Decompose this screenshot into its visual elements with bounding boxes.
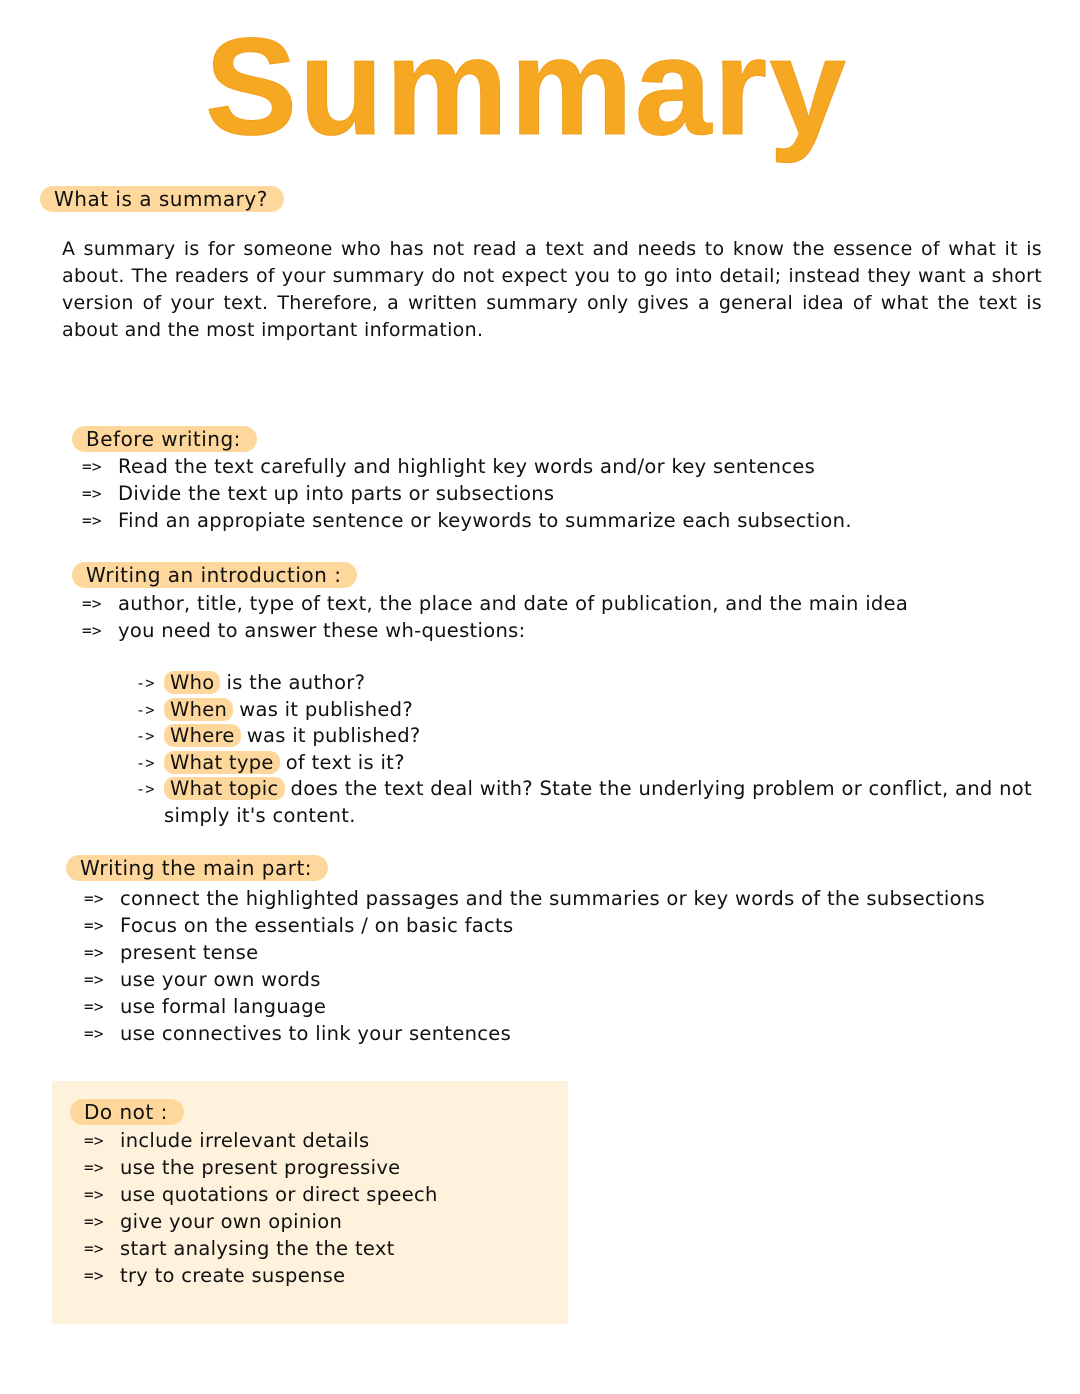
list-item: -> Where was it published? (136, 723, 1036, 750)
arrow-icon: => (84, 1024, 104, 1043)
arrow-icon: => (84, 1266, 104, 1285)
list-item: -> What topic does the text deal with? State the underlying problem or conflict, and not simply it's content. (136, 776, 1036, 829)
arrow-icon: => (84, 1131, 104, 1150)
list-item: => use the present progressive (84, 1156, 401, 1179)
list-item: => use connectives to link your sentences (84, 1022, 512, 1045)
arrow-icon: => (84, 916, 104, 935)
list-item: -> When was it published? (136, 697, 1036, 724)
arrow-icon: -> (136, 753, 155, 772)
heading-before-writing (72, 426, 257, 452)
heading-writing-main-part-label: Writing the main part: (66, 855, 328, 881)
list-item: => author, title, type of text, the place and date of publication, and the main idea (82, 592, 909, 615)
summary-definition-paragraph: A summary is for someone who has not read a text and needs to know the essence of what it is about. The readers of your summary do not expect you to go into detail; instead they want a short version of your text. Therefore, a written summary only gives a general idea of what the text is about and the most important information. (62, 238, 1042, 341)
list-item: => try to create suspense (84, 1264, 346, 1287)
arrow-icon: => (84, 1158, 104, 1177)
wh-questions-list (136, 670, 1036, 829)
arrow-icon: -> (136, 700, 155, 719)
main-part-list (84, 885, 1034, 1047)
list-item: => Find an appropiate sentence or keywords to summarize each subsection. (82, 509, 852, 532)
arrow-icon: => (84, 1185, 104, 1204)
arrow-icon: => (82, 484, 102, 503)
arrow-icon: -> (136, 727, 155, 745)
list-item: => include irrelevant details (84, 1129, 370, 1152)
wh-word-highlight: What type (164, 751, 280, 774)
introduction-list (82, 590, 1044, 644)
heading-writing-main-part (66, 855, 328, 881)
wh-word-highlight: Where (164, 724, 241, 747)
heading-what-is-summary-label: What is a summary? (40, 186, 284, 212)
arrow-icon: => (84, 943, 104, 962)
before-writing-list (82, 453, 1042, 534)
list-item: => use formal language (84, 995, 327, 1018)
list-item: => Divide the text up into parts or subsections (82, 482, 555, 505)
list-item: -> What type of text is it? (136, 750, 1036, 777)
heading-writing-introduction (72, 562, 357, 588)
heading-writing-introduction-label: Writing an introduction : (72, 562, 357, 588)
arrow-icon: => (82, 511, 102, 530)
arrow-icon: -> (136, 674, 155, 692)
arrow-icon: => (82, 457, 102, 476)
arrow-icon: => (84, 997, 104, 1016)
list-item: => use quotations or direct speech (84, 1183, 438, 1206)
wh-word-highlight: Who (164, 671, 220, 694)
heading-do-not (70, 1099, 184, 1125)
list-item: => use your own words (84, 968, 321, 991)
arrow-icon: => (84, 970, 104, 989)
heading-before-writing-label: Before writing: (72, 426, 257, 452)
arrow-icon: => (82, 594, 102, 613)
arrow-icon: -> (136, 780, 155, 798)
heading-what-is-summary (40, 186, 284, 212)
do-not-list (84, 1127, 554, 1289)
arrow-icon: => (84, 889, 104, 908)
list-item: => connect the highlighted passages and the summaries or key words of the subsections (84, 887, 985, 910)
wh-word-highlight: When (164, 698, 233, 721)
list-item: -> Who is the author? (136, 670, 1036, 697)
list-item: => present tense (84, 941, 259, 964)
arrow-icon: => (84, 1212, 104, 1231)
list-item: => you need to answer these wh-questions: (82, 619, 526, 642)
list-item: => Read the text carefully and highlight key words and/or key sentences (82, 455, 816, 478)
list-item: => start analysing the the text (84, 1237, 395, 1260)
arrow-icon: => (82, 621, 102, 640)
heading-do-not-label: Do not : (70, 1099, 184, 1125)
list-item: => Focus on the essentials / on basic facts (84, 914, 514, 937)
arrow-icon: => (84, 1239, 104, 1258)
wh-word-highlight: What topic (164, 777, 285, 800)
page-title: Summary (205, 10, 848, 164)
list-item: => give your own opinion (84, 1210, 343, 1233)
